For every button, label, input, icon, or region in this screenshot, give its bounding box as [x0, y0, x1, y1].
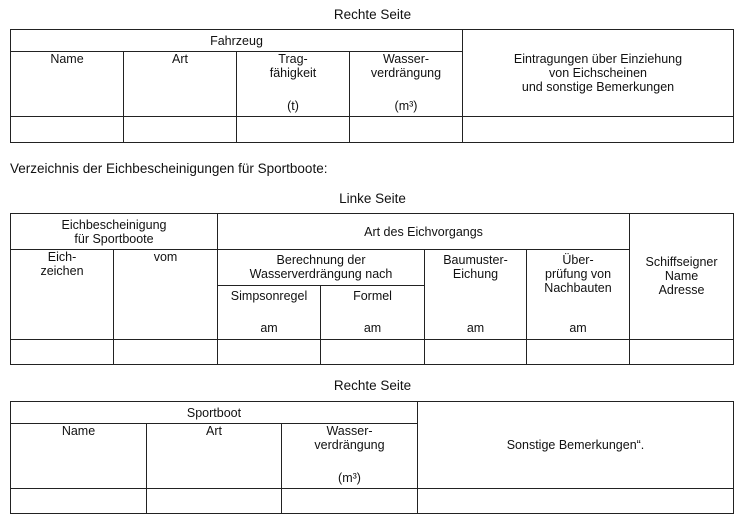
ueberpruefung-am: am: [569, 321, 587, 336]
empty-cell: [218, 339, 321, 364]
wasserverdraengung-header: [350, 52, 463, 117]
empty-cell: [321, 339, 425, 364]
baumuster-label: Baumuster- Eichung: [443, 253, 508, 282]
calibration-table: [10, 213, 734, 365]
empty-cell: [124, 117, 237, 143]
eintragungen-header: Eintragungen über Einziehung von Eichscheinen und sonstige Bemerkungen: [463, 30, 734, 117]
empty-cell: [237, 117, 350, 143]
eichzeichen-header: Eich- zeichen: [11, 250, 114, 340]
vessel-group-header: Fahrzeug: [11, 30, 463, 52]
name-header-label: Name: [61, 424, 96, 438]
empty-cell: [418, 489, 734, 514]
eichbescheinigung-group-header: Eichbescheinigung für Sportboote: [11, 214, 218, 250]
berechnung-group-header: Berechnung der Wasserverdrängung nach: [218, 250, 425, 286]
simpsonregel-am: am: [260, 321, 278, 336]
right-page-heading-2: Rechte Seite: [333, 378, 412, 393]
art-header: [147, 424, 282, 489]
art-header-label: Art: [172, 52, 188, 66]
empty-cell: [282, 489, 418, 514]
left-page-heading: Linke Seite: [339, 191, 406, 206]
tragfaehigkeit-unit: (t): [287, 99, 299, 113]
empty-cell: [11, 489, 147, 514]
baumuster-am: am: [466, 321, 485, 336]
schiffseigner-header: Schiffseigner Name Adresse: [630, 214, 734, 340]
art-header-label: Art: [206, 424, 222, 438]
wasserverdraengung-unit: (m³): [394, 99, 418, 113]
vessel-table: [10, 29, 734, 143]
formel-header: [321, 286, 425, 339]
wasserverdraengung-label: Wasser- verdrängung: [314, 424, 385, 452]
wasserverdraengung-label: Wasser- verdrängung: [370, 52, 442, 80]
right-page-heading-1: Rechte Seite: [333, 7, 412, 22]
name-header: [11, 52, 124, 117]
art-header: [124, 52, 237, 117]
empty-cell: [425, 339, 527, 364]
baumuster-header: [425, 250, 527, 340]
simpsonregel-label: Simpsonregel: [230, 289, 308, 304]
formel-am: am: [363, 321, 382, 336]
ueberpruefung-header: [527, 250, 630, 340]
sportboot-group-header: Sportboot: [11, 402, 418, 424]
sportboot-table: [10, 401, 734, 514]
ueberpruefung-label: Über- prüfung von Nachbauten: [544, 253, 612, 296]
name-header-label: Name: [50, 52, 84, 66]
wasserverdraengung-unit: (m³): [338, 471, 361, 485]
section-title: Verzeichnis der Eichbescheinigungen für Sportboote:: [10, 161, 328, 176]
name-header: [11, 424, 147, 489]
empty-cell: [147, 489, 282, 514]
simpsonregel-header: [218, 286, 321, 339]
empty-cell: [350, 117, 463, 143]
empty-cell: [114, 339, 218, 364]
empty-cell: [11, 339, 114, 364]
empty-cell: [463, 117, 734, 143]
empty-cell: [11, 117, 124, 143]
empty-cell: [527, 339, 630, 364]
formel-label: Formel: [353, 289, 392, 304]
art-des-eichvorgangs-header: Art des Eichvorgangs: [218, 214, 630, 250]
tragfaehigkeit-label: Trag- fähigkeit: [269, 52, 317, 80]
wasserverdraengung-header: [282, 424, 418, 489]
empty-cell: [630, 339, 734, 364]
vom-header: vom: [114, 250, 218, 340]
bemerkungen-header: Sonstige Bemerkungen“.: [418, 402, 734, 489]
tragfaehigkeit-header: [237, 52, 350, 117]
